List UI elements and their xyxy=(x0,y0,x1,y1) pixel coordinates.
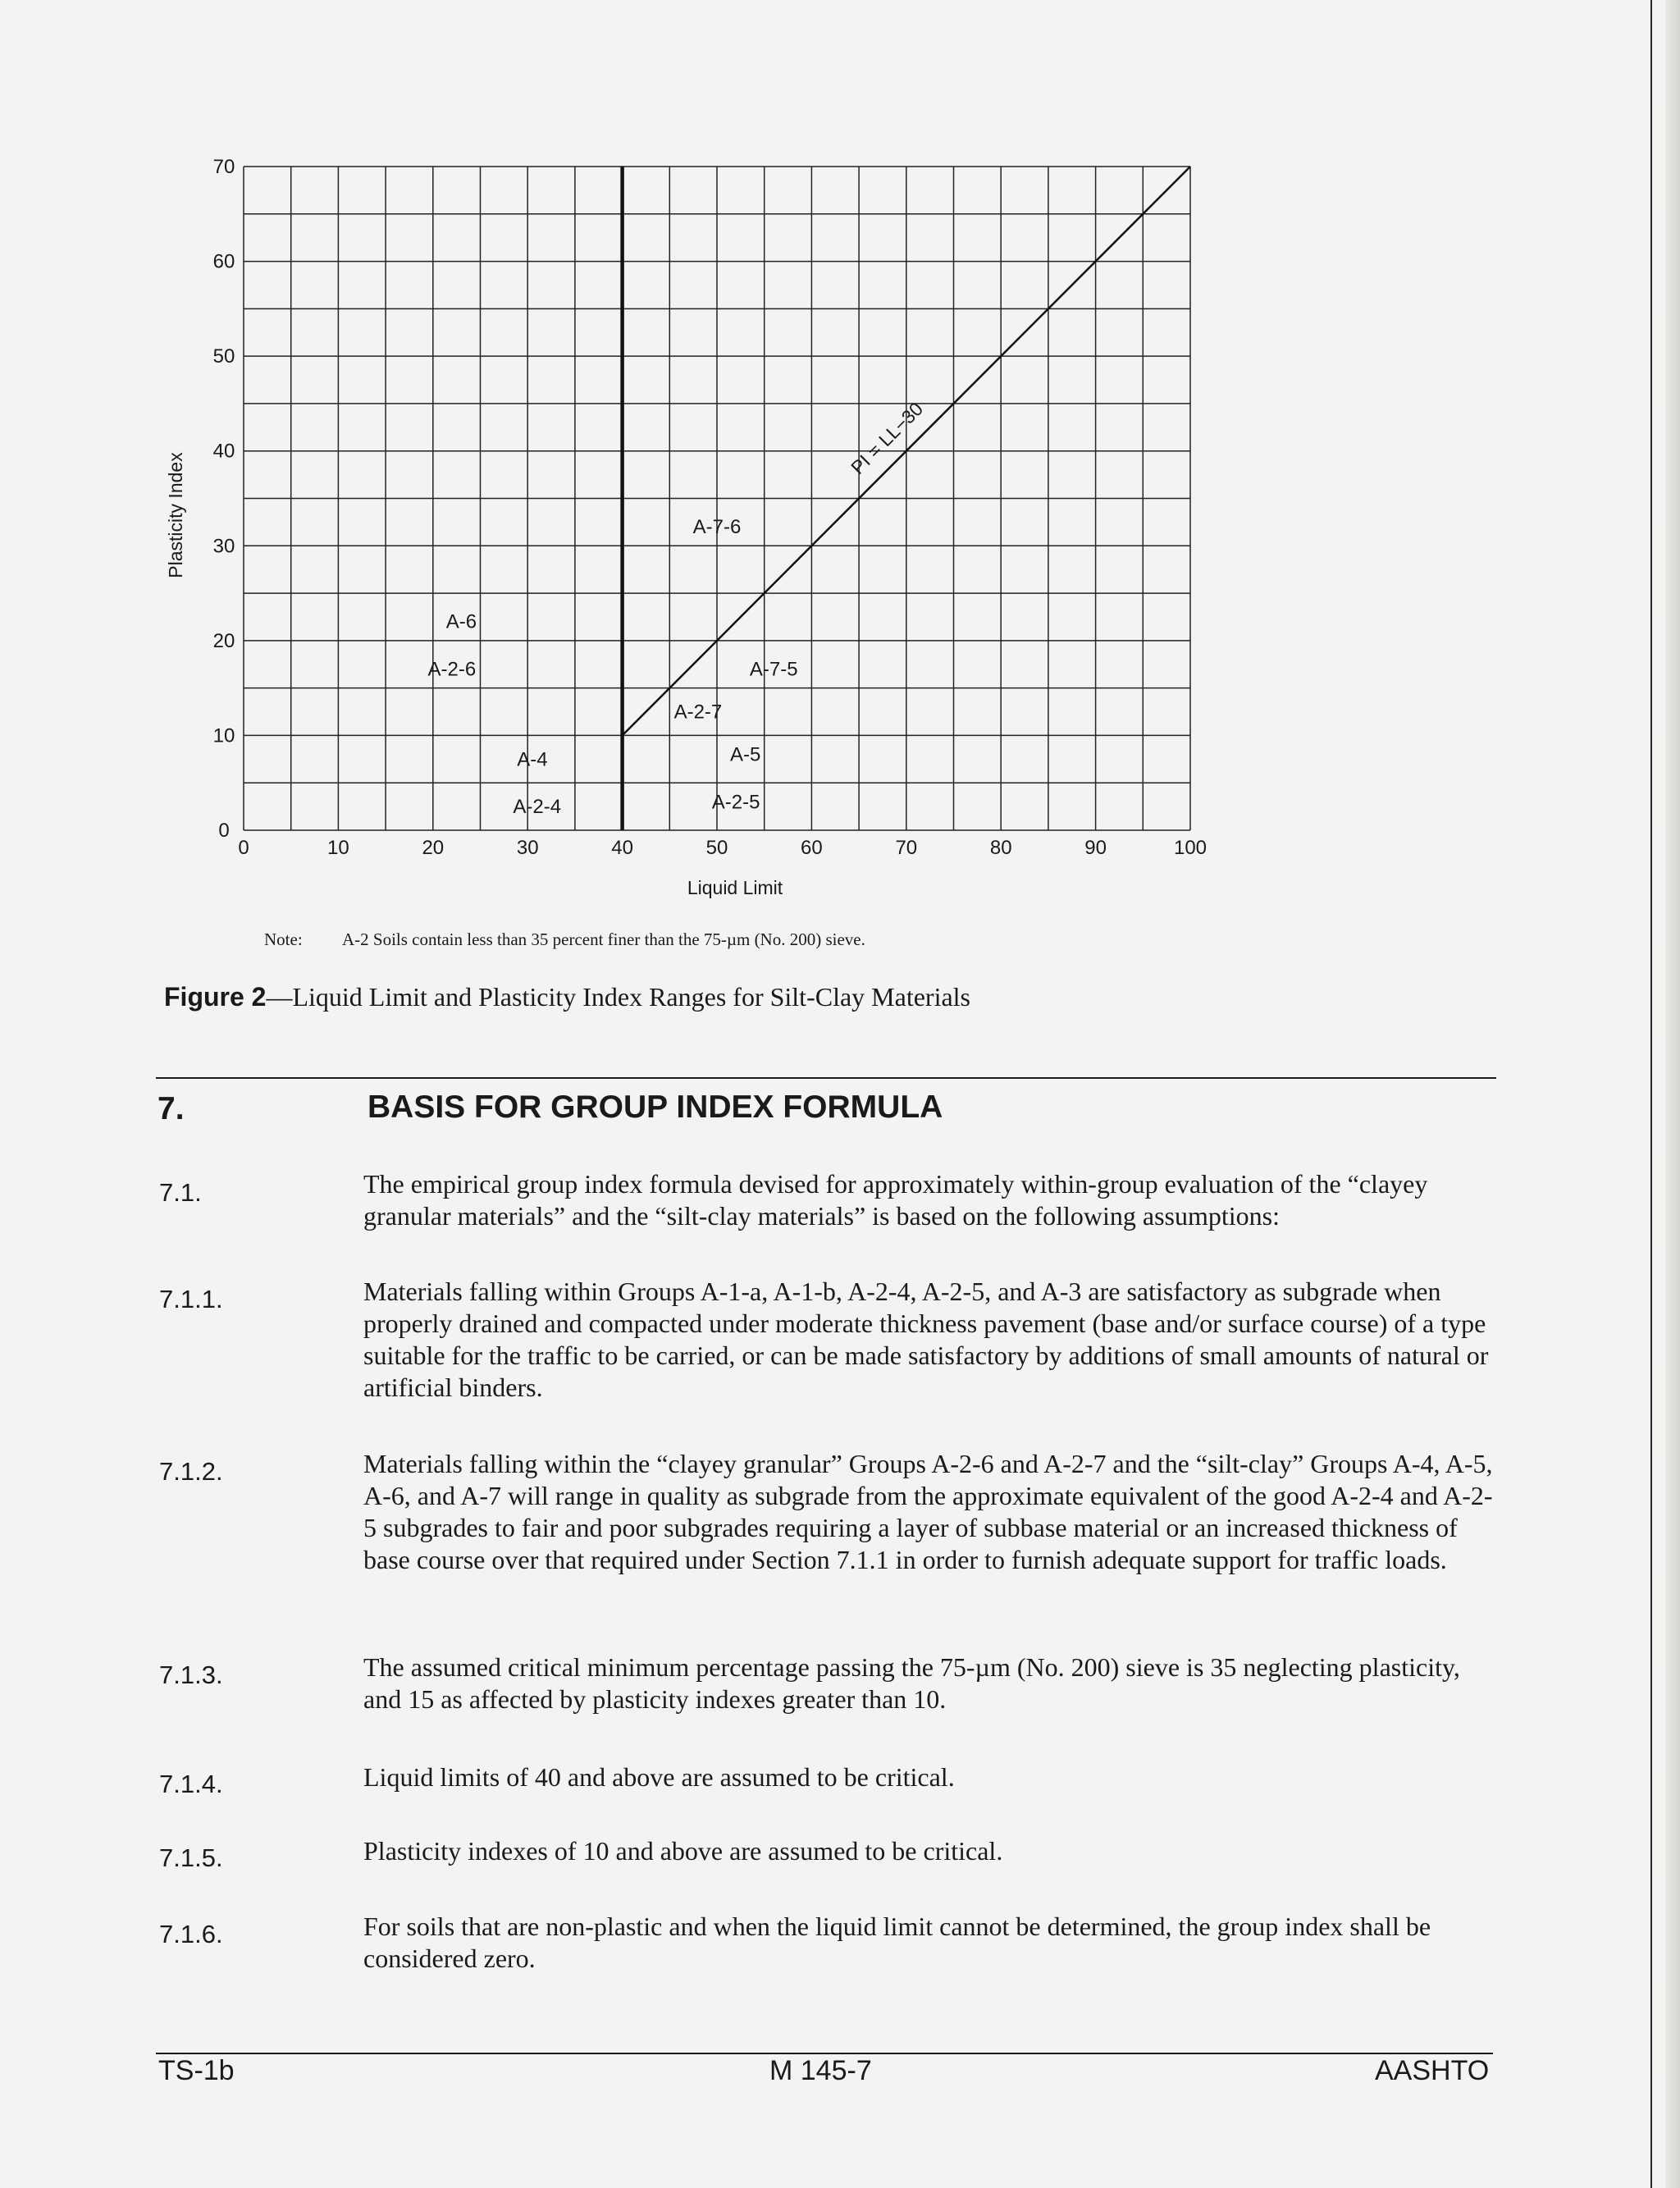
zone-label: A-5 xyxy=(729,743,761,766)
x-axis-label: Liquid Limit xyxy=(687,877,783,898)
line-label-pi-ll-30: PI = LL−30 xyxy=(847,398,928,479)
x-tick-label: 90 xyxy=(1084,837,1107,859)
y-tick-label: 20 xyxy=(212,629,235,652)
y-tick-label: 0 xyxy=(218,820,230,842)
x-tick-label: 100 xyxy=(1173,837,1208,859)
paragraph-text: Materials falling within the “clayey granular” Groups A-2-6 and A-2-7 and the “silt-clay” Groups A-4, A-5, A-6, and A-7 will range in quality as subgrade from the approximate equivalent of the good A-2-4 and A-2-5 subgrades to fair and poor subgrades requiring a layer of subbase material or an increased thickness of base course over that required under Section 7.1.1 in order to furnish adequate support for traffic loads. xyxy=(363,1449,1493,1574)
x-tick-label: 0 xyxy=(238,837,249,859)
y-tick-labels xyxy=(213,156,235,842)
paragraph-number: 7.1.2. xyxy=(159,1457,223,1486)
y-axis-label: Plasticity Index xyxy=(165,452,186,578)
y-tick-label: 70 xyxy=(212,156,235,178)
footer-right: AASHTO xyxy=(1375,2055,1490,2086)
footer-left: TS-1b xyxy=(158,2055,235,2086)
paragraph-text: The assumed critical minimum percentage passing the 75-µm (No. 200) sieve is 35 neglecting plasticity, and 15 as affected by plasticity indexes greater than 10. xyxy=(363,1652,1460,1714)
x-tick-label: 60 xyxy=(801,837,823,859)
x-tick-label: 80 xyxy=(989,837,1012,859)
x-tick-label: 30 xyxy=(516,837,539,859)
caption-lead: Figure 2 xyxy=(164,982,267,1012)
zone-label: A-4 xyxy=(517,748,548,771)
paragraph-text: For soils that are non-plastic and when the liquid limit cannot be determined, the group index shall be considered zero. xyxy=(363,1912,1431,1973)
y-tick-label: 10 xyxy=(212,724,235,747)
y-tick-label: 30 xyxy=(212,535,235,558)
paragraph-number: 7.1.1. xyxy=(159,1285,223,1313)
x-tick-label: 70 xyxy=(895,837,918,859)
zone-label: A-7-5 xyxy=(749,658,798,681)
chart-grid xyxy=(244,167,1190,830)
paragraph-text: The empirical group index formula devised for approximately within-group evaluation of the “clayey granular materials” and the “silt-clay materials” is based on the following assumptions: xyxy=(363,1169,1428,1231)
zone-label: A-7-6 xyxy=(692,516,742,539)
paragraph-text: Plasticity indexes of 10 and above are assumed to be critical. xyxy=(363,1836,1003,1866)
x-tick-label: 20 xyxy=(422,837,445,859)
y-tick-label: 50 xyxy=(212,345,235,368)
zone-label: A-6 xyxy=(445,610,477,633)
zone-label: A-2-5 xyxy=(711,791,760,814)
y-tick-label: 40 xyxy=(212,440,235,463)
y-tick-label: 60 xyxy=(212,250,235,273)
footer-rule xyxy=(156,2053,1493,2054)
paragraph-number: 7.1.3. xyxy=(159,1660,223,1689)
paragraph-text: Liquid limits of 40 and above are assumed to be critical. xyxy=(363,1762,955,1792)
figure-note xyxy=(264,930,865,950)
caption-text: —Liquid Limit and Plasticity Index Ranges for Silt-Clay Materials xyxy=(266,982,970,1012)
note-text: A-2 Soils contain less than 35 percent finer than the 75-µm (No. 200) sieve. xyxy=(342,930,865,949)
section-number: 7. xyxy=(158,1091,185,1126)
note-tag: Note: xyxy=(264,930,303,949)
x-tick-labels xyxy=(238,837,1207,859)
x-tick-label: 10 xyxy=(327,837,349,859)
zone-labels xyxy=(428,516,798,818)
zone-label: A-2-7 xyxy=(673,701,723,724)
section-title: BASIS FOR GROUP INDEX FORMULA xyxy=(368,1089,943,1125)
paragraph-number: 7.1.5. xyxy=(159,1843,223,1872)
paragraph-number: 7.1.4. xyxy=(159,1770,223,1798)
x-tick-label: 50 xyxy=(705,837,728,859)
footer-center: M 145-7 xyxy=(769,2055,872,2086)
paragraph-number: 7.1.6. xyxy=(159,1920,223,1948)
x-tick-label: 40 xyxy=(611,837,633,859)
paragraph-text: Materials falling within Groups A-1-a, A-1-b, A-2-4, A-2-5, and A-3 are satisfactory as subgrade when properly drained and compacted under moderate thickness pavement (base and/or surface course) of a type suitable for the traffic to be carried, or can be made satisfactory by additions of small amounts of natural or artificial binders. xyxy=(363,1277,1489,1402)
paragraph-number: 7.1. xyxy=(159,1178,202,1207)
zone-label: A-2-6 xyxy=(427,658,477,681)
zone-label: A-2-4 xyxy=(513,796,562,819)
section-rule xyxy=(156,1077,1496,1079)
figure-caption xyxy=(164,982,970,1012)
plasticity-chart xyxy=(0,0,1680,919)
